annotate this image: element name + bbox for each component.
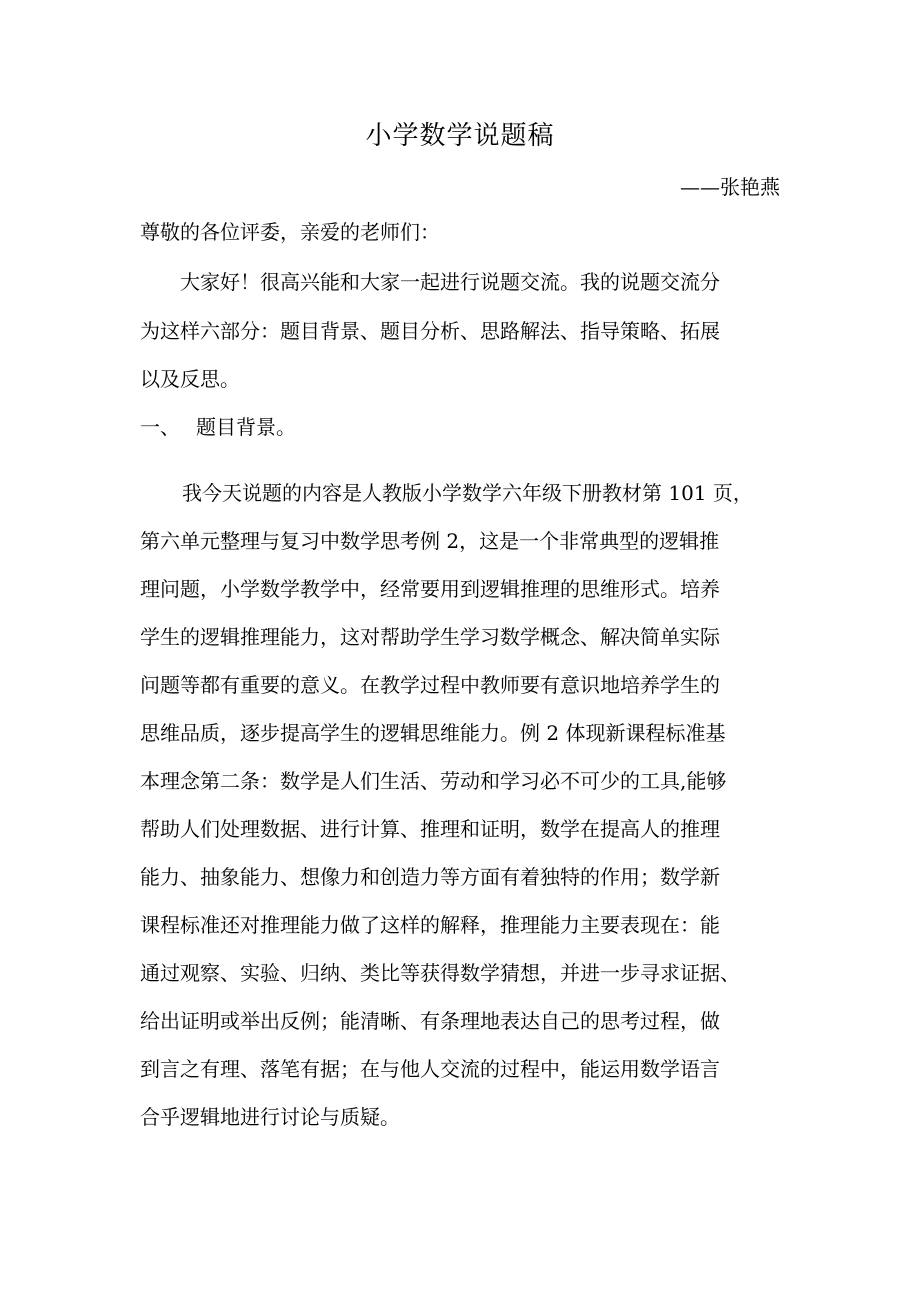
body-line: 课程标准还对推理能力做了这样的解释，推理能力主要表现在：能 xyxy=(140,913,720,937)
section-heading xyxy=(140,412,296,442)
intro-line: 为这样六部分：题目背景、题目分析、思路解法、指导策略、拓展 xyxy=(140,319,720,343)
intro-line: 大家好！很高兴能和大家一起进行说题交流。我的说题交流分 xyxy=(180,270,720,294)
section-number: 一、 xyxy=(140,415,180,439)
author-line: ——张艳燕 xyxy=(680,175,780,199)
body-line: 问题等都有重要的意义。在教学过程中教师要有意识地培养学生的 xyxy=(140,673,720,697)
body-line: 通过观察、实验、归纳、类比等获得数学猜想，并进一步寻求证据、 xyxy=(140,961,740,985)
salutation: 尊敬的各位评委，亲爱的老师们： xyxy=(140,220,440,244)
body-line: 学生的逻辑推理能力，这对帮助学生学习数学概念、解决简单实际 xyxy=(140,625,720,649)
document-title: 小学数学说题稿 xyxy=(365,121,555,151)
body-line: 合乎逻辑地进行讨论与质疑。 xyxy=(140,1105,400,1129)
body-line: 能力、抽象能力、想像力和创造力等方面有着独特的作用；数学新 xyxy=(140,865,720,889)
body-line: 思维品质，逐步提高学生的逻辑思维能力。例 2 体现新课程标准基 xyxy=(140,721,726,745)
body-line: 本理念第二条：数学是人们生活、劳动和学习必不可少的工具,能够 xyxy=(140,769,727,793)
body-line: 第六单元整理与复习中数学思考例 2，这是一个非常典型的逻辑推 xyxy=(140,529,720,553)
body-line: 到言之有理、落笔有据；在与他人交流的过程中，能运用数学语言 xyxy=(140,1057,720,1081)
intro-line: 以及反思。 xyxy=(140,367,240,391)
body-line: 理问题，小学数学教学中，经常要用到逻辑推理的思维形式。培养 xyxy=(140,577,720,601)
section-title: 题目背景。 xyxy=(196,415,296,439)
body-line: 我今天说题的内容是人教版小学数学六年级下册教材第 101 页， xyxy=(182,481,753,505)
body-line: 帮助人们处理数据、进行计算、推理和证明，数学在提高人的推理 xyxy=(140,817,720,841)
body-line: 给出证明或举出反例；能清晰、有条理地表达自己的思考过程，做 xyxy=(140,1009,720,1033)
